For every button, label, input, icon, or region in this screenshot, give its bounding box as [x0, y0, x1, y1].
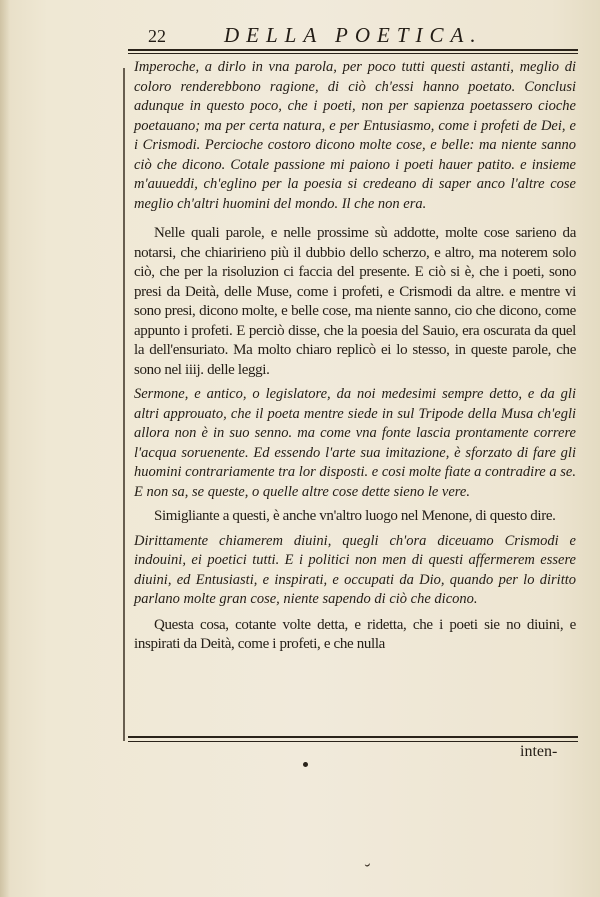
text-body: [134, 58, 576, 655]
commentary-paragraph: Simigliante a questi, è anche vn'altro luogo nel Menone, di questo dire.: [154, 508, 556, 524]
quoted-passage-italic: Sermone, e antico, o legislatore, da noi medesimi sempre detto, e da gli altri approuato, che il poeta mentre siede in sul Tripode della Musa ch'egli allora non è in suo senno. ma come vna fonte lascia prontamente correre l'acqua soruenente. Ed essendo l'arte sua imitazione, è sforzato di fare gli huomini contrariamente tra lor disposti. e cosi molte fiate a contradire a se. E non sa, se queste, o quelle altre cose dette sieno le vere.: [134, 386, 576, 500]
stray-ink-mark: ˘: [363, 859, 375, 881]
commentary-paragraph: Questa cosa, cotante volte detta, e ridetta, che i poeti sie no diuini, e inspirati da Deità, come i profeti, e che nulla: [134, 616, 576, 652]
page-gutter-shadow: [0, 0, 10, 897]
page-header: [130, 20, 580, 50]
left-margin-rule: [123, 68, 125, 741]
quoted-passage-italic: Dirittamente chiamerem diuini, quegli ch'ora diceuamo Crismodi e indouini, ei poetici tutti. E i politici non men di questi affermerem essere diuini, ed Entusiasti, e inspirati, e occupati da Dio, quando per lo diritto parlano molte gran cose, niente sapendo di ciò che dicono.: [134, 532, 576, 607]
footer-rule-thick: [128, 736, 578, 738]
page-number: 22: [148, 26, 166, 46]
header-rule-thin: [128, 53, 578, 54]
footer-rule-thin: [128, 741, 578, 742]
ink-dot: [303, 762, 308, 767]
quoted-passage-italic: Imperoche, a dirlo in vna parola, per poco tutti questi astanti, meglio di coloro renderebbono ragione, di ciò ch'essi hanno poetato. Conclusi adunque in questo poco, che i poeti, non per sapienza poetassero cioche poetauano; ma per certa natura, e per Entusiasmo, come i profeti de Dei, e i Crismodi. Percioche costoro dicono molte cose, e belle: ma niente sanno ciò che dicono. Cotale passione mi paiono i poeti hauer patito. e insieme m'auueddi, ch'eglino per la poesia si credeano di saper anco l'altre cose meglio ch'altri huomini del mondo. Il che non era.: [134, 59, 576, 212]
running-title: DELLA POETICA.: [224, 23, 483, 47]
header-rule-thick: [128, 49, 578, 51]
commentary-paragraph: Nelle quali parole, e nelle prossime sù addotte, molte cose sarieno da notarsi, che chiaririeno più il dubbio dello scherzo, e altro, ma noterem solo ciò, che per la risoluzion ci faccia del presente. E ciò si è, che i poeti, sono presi da Deità, delle Muse, come i profeti, e Crismodi da altre. e mentre vi sono presi, dicono molte, e belle cose, ma niente sanno, cio che dicono, come appunto i profeti. E perciò disse, che la poesia del Sauio, era oscurata da quel la dell'ensuriato. Ma molto chiaro replicò ei lo stesso, in queste parole, che sono nel iiij. delle leggi.: [134, 225, 576, 378]
catchword: inten-: [520, 743, 558, 760]
